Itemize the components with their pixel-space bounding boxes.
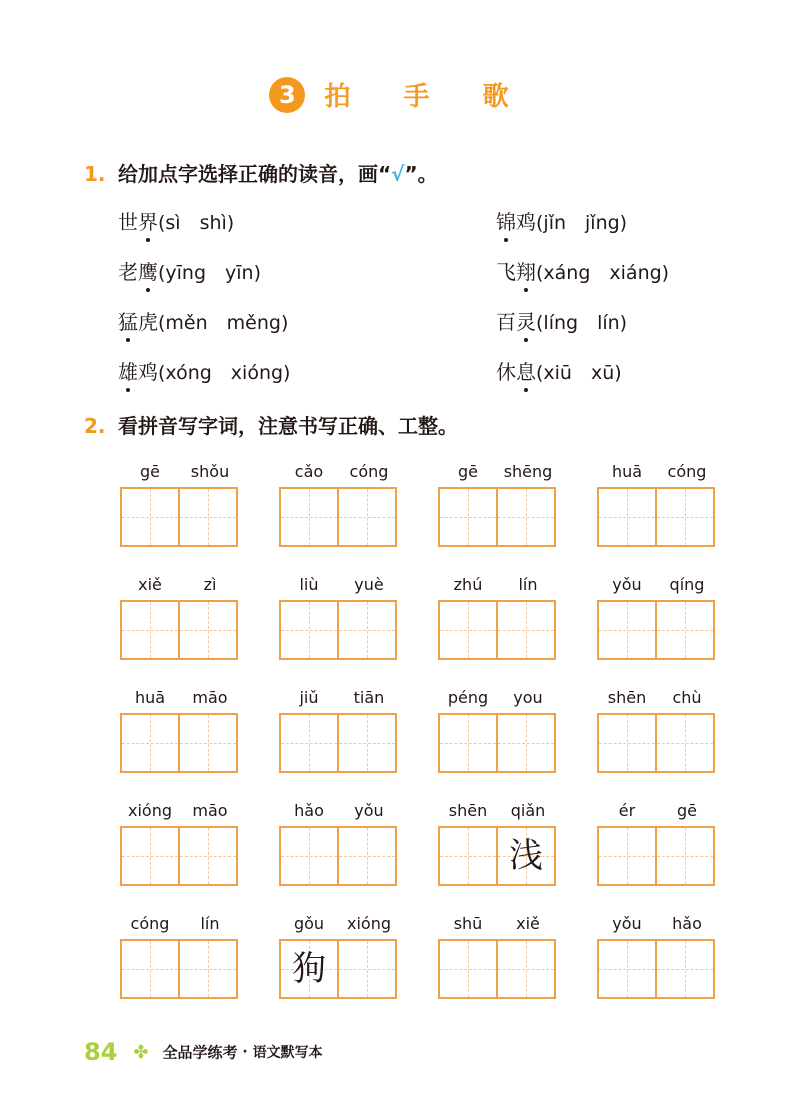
pinyin-options[interactable]: (xáng xiáng) xyxy=(536,262,670,284)
pinyin-syllable: ér xyxy=(618,801,636,820)
word-char: 鸡 xyxy=(138,360,158,384)
writing-box[interactable] xyxy=(496,487,556,547)
tianzige-boxes xyxy=(120,713,240,773)
written-character: 浅 xyxy=(509,836,543,876)
written-character xyxy=(657,715,713,771)
tianzige-boxes xyxy=(438,487,558,547)
written-character xyxy=(339,941,395,997)
pinyin-syllable: cóng xyxy=(349,462,389,481)
question-1-heading xyxy=(84,158,438,187)
word-choice-item xyxy=(496,256,669,285)
checkmark-symbol: √ xyxy=(391,162,405,186)
writing-box[interactable] xyxy=(178,826,238,886)
pinyin-row xyxy=(120,688,240,710)
pinyin-syllable: shēn xyxy=(448,801,488,820)
dotted-char: 息 xyxy=(516,356,536,385)
word-char: 鸡 xyxy=(516,210,536,234)
written-character xyxy=(122,602,178,658)
writing-box[interactable] xyxy=(337,713,397,773)
written-character xyxy=(498,602,554,658)
written-character xyxy=(657,489,713,545)
written-character xyxy=(440,602,496,658)
tianzige-boxes xyxy=(597,939,717,999)
pinyin-syllable: māo xyxy=(192,688,228,707)
writing-box[interactable] xyxy=(655,826,715,886)
question-text: 给加点字选择正确的读音，画“ xyxy=(118,162,392,186)
word-char: 虎 xyxy=(138,310,158,334)
pinyin-row xyxy=(438,575,558,597)
separator: · xyxy=(237,1044,253,1060)
word-char: 百 xyxy=(496,310,516,334)
dotted-char: 鹰 xyxy=(138,256,158,285)
brand-name: 全品学练考 xyxy=(162,1043,238,1062)
written-character xyxy=(122,715,178,771)
writing-box[interactable] xyxy=(279,713,339,773)
pinyin-syllable: qiǎn xyxy=(510,801,546,820)
tianzige-boxes xyxy=(438,600,558,660)
pinyin-row xyxy=(279,914,399,936)
written-character xyxy=(281,828,337,884)
writing-box[interactable] xyxy=(337,487,397,547)
pinyin-syllable: qíng xyxy=(669,575,705,594)
writing-box[interactable] xyxy=(597,487,657,547)
writing-box[interactable] xyxy=(337,826,397,886)
pinyin-syllable: yǒu xyxy=(612,575,642,594)
pinyin-row xyxy=(597,801,717,823)
tianzige-boxes xyxy=(438,826,558,886)
pinyin-row xyxy=(597,688,717,710)
lesson-title: 拍 手 歌 xyxy=(324,82,531,112)
pinyin-row xyxy=(120,801,240,823)
word-char: 世 xyxy=(118,210,138,234)
page-footer xyxy=(84,1038,323,1066)
pinyin-syllable: huā xyxy=(611,462,643,481)
question-text: 看拼音写字词，注意书写正确、工整。 xyxy=(118,414,458,438)
pinyin-syllable: shǒu xyxy=(190,462,230,481)
writing-box[interactable] xyxy=(496,826,556,886)
tianzige-boxes xyxy=(279,826,399,886)
pinyin-syllable: cóng xyxy=(130,914,170,933)
written-character xyxy=(599,602,655,658)
written-character xyxy=(122,828,178,884)
word-choice-item xyxy=(118,256,261,285)
pinyin-syllable: yǒu xyxy=(354,801,384,820)
pinyin-row xyxy=(438,914,558,936)
pinyin-row xyxy=(597,462,717,484)
word-choice-item xyxy=(496,306,627,335)
writing-box[interactable] xyxy=(496,939,556,999)
pinyin-row xyxy=(597,914,717,936)
writing-box[interactable] xyxy=(120,939,180,999)
pinyin-row xyxy=(120,914,240,936)
word-char: 飞 xyxy=(496,260,516,284)
written-character xyxy=(440,489,496,545)
pinyin-syllable: xióng xyxy=(347,914,391,933)
written-character xyxy=(498,489,554,545)
writing-box[interactable] xyxy=(597,713,657,773)
writing-box[interactable] xyxy=(279,600,339,660)
writing-box[interactable] xyxy=(337,600,397,660)
writing-box[interactable] xyxy=(178,713,238,773)
pinyin-syllable: zì xyxy=(203,575,217,594)
pinyin-syllable: gē xyxy=(458,462,478,481)
pinyin-syllable: zhú xyxy=(453,575,483,594)
question-2-heading xyxy=(84,410,458,439)
pinyin-syllable: xiě xyxy=(138,575,162,594)
tianzige-boxes xyxy=(597,487,717,547)
pinyin-row xyxy=(279,575,399,597)
writing-box[interactable] xyxy=(597,939,657,999)
written-character xyxy=(339,828,395,884)
pinyin-row xyxy=(438,462,558,484)
pinyin-syllable: gǒu xyxy=(293,914,325,933)
pinyin-row xyxy=(120,575,240,597)
written-character xyxy=(599,941,655,997)
written-character xyxy=(122,489,178,545)
pinyin-row xyxy=(279,801,399,823)
written-character xyxy=(440,715,496,771)
tianzige-boxes xyxy=(279,600,399,660)
dotted-char: 翔 xyxy=(516,256,536,285)
written-character xyxy=(599,715,655,771)
written-character xyxy=(599,489,655,545)
writing-box[interactable] xyxy=(438,487,498,547)
written-character xyxy=(339,489,395,545)
writing-box[interactable] xyxy=(337,939,397,999)
writing-box[interactable] xyxy=(178,487,238,547)
pinyin-syllable: huā xyxy=(134,688,166,707)
word-char: 老 xyxy=(118,260,138,284)
tianzige-boxes xyxy=(597,826,717,886)
pinyin-options[interactable]: (yīng yīn) xyxy=(158,262,262,284)
pinyin-row xyxy=(279,688,399,710)
writing-box[interactable] xyxy=(279,826,339,886)
pinyin-syllable: you xyxy=(513,688,543,707)
written-character xyxy=(281,715,337,771)
dotted-char: 猛 xyxy=(118,306,138,335)
written-character: 狗 xyxy=(292,949,326,989)
pinyin-syllable: shū xyxy=(453,914,483,933)
pinyin-row xyxy=(438,688,558,710)
book-title: 语文默写本 xyxy=(252,1045,323,1061)
pinyin-syllable: xióng xyxy=(128,801,172,820)
writing-box[interactable] xyxy=(120,600,180,660)
writing-box[interactable] xyxy=(655,713,715,773)
word-choice-item xyxy=(118,206,234,235)
writing-box[interactable] xyxy=(120,487,180,547)
written-character xyxy=(599,828,655,884)
dotted-char: 锦 xyxy=(496,206,516,235)
pinyin-syllable: hǎo xyxy=(294,801,324,820)
question-number: 2. xyxy=(84,414,106,438)
written-character xyxy=(281,489,337,545)
written-character xyxy=(498,715,554,771)
pinyin-syllable: tiān xyxy=(353,688,385,707)
writing-box[interactable] xyxy=(178,939,238,999)
pinyin-syllable: lín xyxy=(200,914,220,933)
pinyin-row xyxy=(120,462,240,484)
dotted-char: 界 xyxy=(138,206,158,235)
writing-box[interactable] xyxy=(655,487,715,547)
dotted-char: 雄 xyxy=(118,356,138,385)
clover-icon: ✤ xyxy=(133,1041,149,1063)
pinyin-syllable: yuè xyxy=(354,575,384,594)
pinyin-syllable: yǒu xyxy=(612,914,642,933)
pinyin-options[interactable]: (xóng xióng) xyxy=(158,362,291,384)
tianzige-boxes xyxy=(120,600,240,660)
tianzige-boxes xyxy=(279,713,399,773)
pinyin-options[interactable]: (jǐn jǐng) xyxy=(536,212,628,234)
pinyin-syllable: hǎo xyxy=(672,914,702,933)
tianzige-boxes xyxy=(597,600,717,660)
word-choice-item xyxy=(118,356,290,385)
writing-box[interactable] xyxy=(438,713,498,773)
lesson-number-badge: 3 xyxy=(269,77,305,113)
word-choice-item xyxy=(496,356,622,385)
written-character xyxy=(440,828,496,884)
tianzige-boxes xyxy=(438,713,558,773)
written-character xyxy=(657,941,713,997)
writing-box[interactable] xyxy=(496,713,556,773)
pinyin-syllable: xiě xyxy=(516,914,540,933)
written-character xyxy=(657,602,713,658)
tianzige-boxes xyxy=(279,487,399,547)
tianzige-boxes xyxy=(120,487,240,547)
writing-box[interactable] xyxy=(597,826,657,886)
written-character xyxy=(180,715,236,771)
pinyin-syllable: shēng xyxy=(503,462,553,481)
writing-box[interactable] xyxy=(655,939,715,999)
pinyin-row xyxy=(597,575,717,597)
written-character xyxy=(180,489,236,545)
written-character xyxy=(180,602,236,658)
tianzige-boxes xyxy=(597,713,717,773)
writing-box[interactable] xyxy=(655,600,715,660)
writing-box[interactable] xyxy=(120,826,180,886)
pinyin-syllable: cǎo xyxy=(294,462,324,481)
writing-box[interactable] xyxy=(438,600,498,660)
pinyin-options[interactable]: (líng lín) xyxy=(536,312,628,334)
writing-box[interactable] xyxy=(120,713,180,773)
written-character xyxy=(440,941,496,997)
tianzige-boxes xyxy=(120,939,240,999)
writing-box[interactable] xyxy=(279,487,339,547)
writing-box[interactable] xyxy=(279,939,339,999)
tianzige-boxes xyxy=(120,826,240,886)
pinyin-syllable: liù xyxy=(299,575,319,594)
pinyin-syllable: māo xyxy=(192,801,228,820)
writing-box[interactable] xyxy=(597,600,657,660)
pinyin-syllable: cóng xyxy=(667,462,707,481)
pinyin-syllable: gē xyxy=(140,462,160,481)
written-character xyxy=(122,941,178,997)
written-character xyxy=(657,828,713,884)
word-choice-item xyxy=(118,306,288,335)
tianzige-boxes xyxy=(438,939,558,999)
pinyin-options[interactable]: (xiū xū) xyxy=(536,362,622,384)
pinyin-options[interactable]: (sì shì) xyxy=(158,212,235,234)
word-char: 休 xyxy=(496,360,516,384)
pinyin-syllable: jiǔ xyxy=(299,688,319,707)
dotted-char: 灵 xyxy=(516,306,536,335)
pinyin-row xyxy=(279,462,399,484)
written-character xyxy=(180,941,236,997)
pinyin-row xyxy=(438,801,558,823)
written-character xyxy=(339,715,395,771)
pinyin-syllable: gē xyxy=(677,801,697,820)
lesson-header xyxy=(0,76,800,113)
word-choice-item xyxy=(496,206,627,235)
pinyin-syllable: chù xyxy=(672,688,702,707)
question-text-end: ”。 xyxy=(404,162,438,186)
writing-box[interactable] xyxy=(178,600,238,660)
pinyin-options[interactable]: (měn měng) xyxy=(158,312,289,334)
question-number: 1. xyxy=(84,162,106,186)
written-character xyxy=(281,602,337,658)
pinyin-syllable: lín xyxy=(518,575,538,594)
written-character xyxy=(180,828,236,884)
writing-box[interactable] xyxy=(438,826,498,886)
writing-box[interactable] xyxy=(496,600,556,660)
pinyin-syllable: shēn xyxy=(607,688,647,707)
written-character xyxy=(498,941,554,997)
tianzige-boxes xyxy=(279,939,399,999)
written-character xyxy=(339,602,395,658)
page-number: 84 xyxy=(84,1038,118,1066)
pinyin-syllable: péng xyxy=(447,688,489,707)
writing-box[interactable] xyxy=(438,939,498,999)
